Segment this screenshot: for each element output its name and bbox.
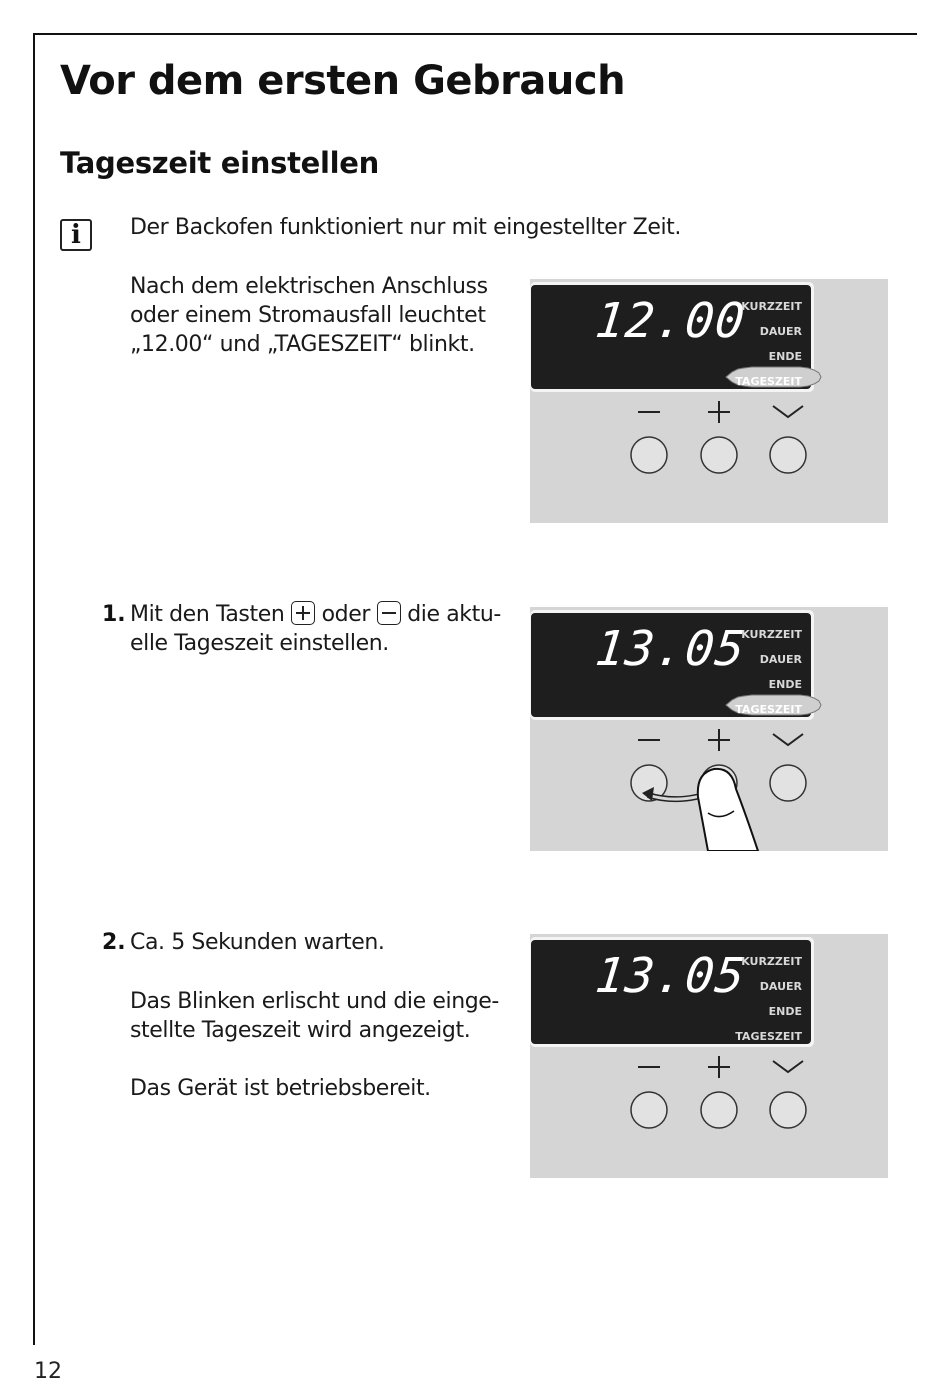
info-paragraph-line: „12.00“ und „TAGESZEIT“ blinkt. [130,332,475,357]
step2-paragraph-line: Das Blinken erlischt und die einge- [130,989,499,1014]
display-label-ende: ENDE [768,678,802,691]
plus-key-icon [291,601,315,625]
display-label-kurzzeit: KURZZEIT [741,300,802,313]
display-time: 13.05 [592,621,748,677]
page-title: Vor dem ersten Gebrauch [60,58,626,104]
minus-key-icon [377,601,401,625]
section-title: Tageszeit einstellen [60,146,379,180]
step1-text-b: oder [321,602,370,627]
page-frame-left-rule [33,33,35,1345]
step1-text-a: Mit den Tasten [130,602,285,627]
display-label-ende: ENDE [768,350,802,363]
display-label-dauer: DAUER [759,980,802,993]
step1-text [130,600,501,658]
info-paragraph [130,272,488,359]
display-label-dauer: DAUER [759,325,802,338]
step2-status-text: Das Gerät ist betriebsbereit. [130,1076,431,1101]
select-button[interactable] [770,765,806,801]
select-button[interactable] [770,437,806,473]
oven-control-panel-2 [530,607,888,851]
oven-control-panel-3 [530,934,888,1178]
display-label-tageszeit: TAGESZEIT [735,375,802,388]
display-label-dauer: DAUER [759,653,802,666]
step1-text-c: die aktu- [407,602,501,627]
step2-paragraph-line: stellte Tageszeit wird angezeigt. [130,1018,471,1043]
info-text-line: Der Backofen funktioniert nur mit eingestellter Zeit. [130,215,682,240]
display-label-kurzzeit: KURZZEIT [741,628,802,641]
minus-button[interactable] [631,437,667,473]
display-label-kurzzeit: KURZZEIT [741,955,802,968]
step-number: 1. [102,602,126,627]
info-paragraph-line: Nach dem elektrischen Anschluss [130,274,488,299]
page-frame-top-rule [33,33,917,35]
info-paragraph-line: oder einem Stromausfall leuchtet [130,303,486,328]
select-button[interactable] [770,1092,806,1128]
page-number: 12 [34,1359,62,1384]
display-label-tageszeit: TAGESZEIT [735,703,802,716]
display-time: 12.00 [592,293,748,349]
step-number: 2. [102,930,126,955]
display-label-ende: ENDE [768,1005,802,1018]
step1-text-line2: elle Tageszeit einstellen. [130,631,389,656]
plus-button[interactable] [701,437,737,473]
step2-paragraph [130,987,499,1045]
step2-text-line: Ca. 5 Sekunden warten. [130,930,385,955]
display-label-tageszeit: TAGESZEIT [735,1030,802,1043]
display-time: 13.05 [592,948,748,1004]
info-icon: i [60,219,92,251]
minus-button[interactable] [631,1092,667,1128]
oven-control-panel-1 [530,279,888,523]
plus-button[interactable] [701,1092,737,1128]
